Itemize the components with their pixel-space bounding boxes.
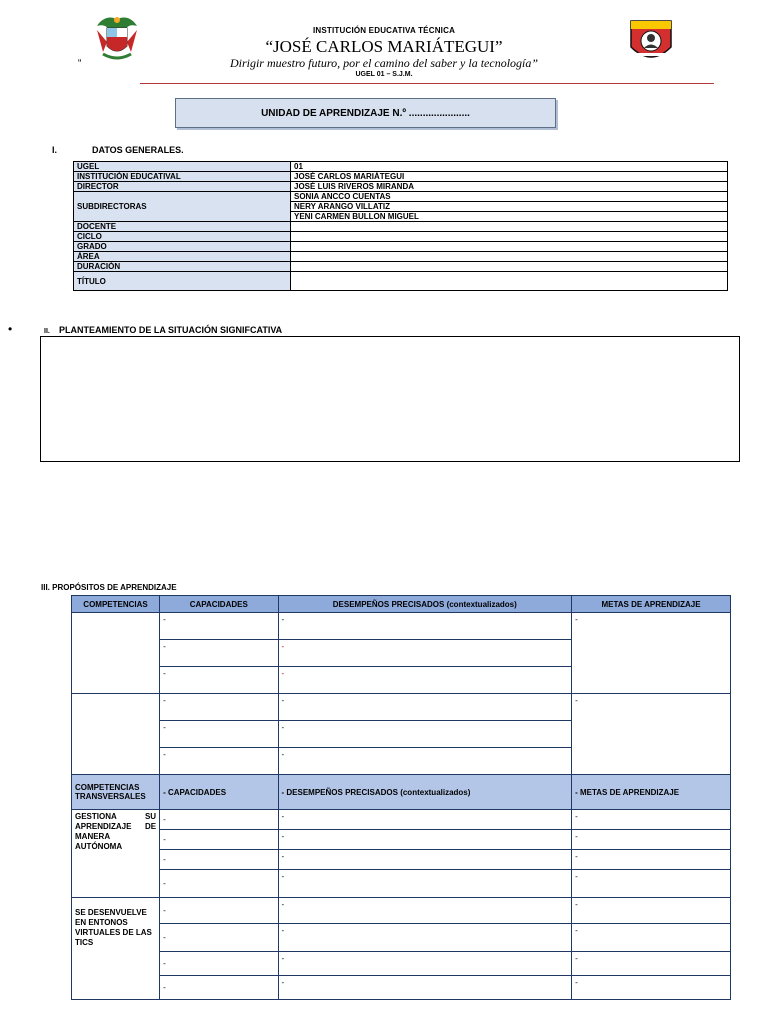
capacity-cell[interactable]: - <box>160 721 278 748</box>
header-desempenos: DESEMPEÑOS PRECISADOS (contextualizados) <box>278 596 572 613</box>
row-value <box>291 222 728 232</box>
header-transversal-desempenos: - DESEMPEÑOS PRECISADOS (contextualizados) <box>278 775 572 810</box>
school-motto: Dirigir muestro futuro, por el camino del saber y la tecnología” <box>229 56 539 70</box>
capacity-cell[interactable]: - <box>160 640 278 667</box>
capacity-cell[interactable]: - <box>160 830 278 850</box>
row-value: NERY ARANGO VILLATIZ <box>291 202 728 212</box>
table-row <box>74 162 728 172</box>
goal-cell[interactable]: - <box>572 924 731 952</box>
transversal-competency-cell: GESTIONA SU APRENDIZAJE DE MANERA AUTÓNOMA <box>72 810 160 898</box>
table-row <box>74 252 728 262</box>
row-key: CICLO <box>74 232 291 242</box>
goal-cell[interactable]: - <box>572 694 731 775</box>
performance-cell[interactable]: - <box>278 898 572 924</box>
performance-cell[interactable]: - <box>278 850 572 870</box>
row-key: ÁREA <box>74 252 291 262</box>
performance-cell[interactable]: - <box>278 952 572 976</box>
row-value: JOSÉ LUIS RIVEROS MIRANDA <box>291 182 728 192</box>
general-data-table <box>73 161 728 291</box>
table-row <box>74 272 728 291</box>
bullet-marker: • <box>8 322 13 336</box>
school-type: INSTITUCIÓN EDUCATIVA TÉCNICA <box>312 26 456 35</box>
row-key: DIRECTOR <box>74 182 291 192</box>
table-row <box>74 172 728 182</box>
capacity-cell[interactable]: - <box>160 613 278 640</box>
transversal-header-row <box>72 775 731 810</box>
capacity-cell[interactable]: - <box>160 810 278 830</box>
performance-cell[interactable]: - <box>278 667 572 694</box>
competency-cell[interactable] <box>72 694 160 775</box>
goal-cell[interactable]: - <box>572 850 731 870</box>
row-key: GRADO <box>74 242 291 252</box>
capacity-cell[interactable]: - <box>160 748 278 775</box>
table-row <box>72 613 731 640</box>
performance-cell[interactable]: - <box>278 976 572 1000</box>
capacity-cell[interactable]: - <box>160 952 278 976</box>
row-key: DOCENTE <box>74 222 291 232</box>
unit-title: UNIDAD DE APRENDIZAJE N.º ...................... <box>261 107 470 119</box>
row-value <box>291 232 728 242</box>
capacity-cell[interactable]: - <box>160 850 278 870</box>
table-row <box>72 898 731 924</box>
capacity-cell[interactable]: - <box>160 870 278 898</box>
goal-cell[interactable]: - <box>572 613 731 694</box>
performance-cell[interactable]: - <box>278 870 572 898</box>
row-value: SONIA ANCCO CUENTAS <box>291 192 728 202</box>
table-row <box>72 976 731 1000</box>
goal-cell[interactable]: - <box>572 898 731 924</box>
row-value <box>291 262 728 272</box>
goal-cell[interactable]: - <box>572 976 731 1000</box>
section1-number: I. <box>52 145 58 155</box>
transversal-competency-cell: SE DESENVUELVE EN ENTONOS VIRTUALES DE LAS TICS <box>72 898 160 1000</box>
section2-heading <box>44 325 282 335</box>
row-key: UGEL <box>74 162 291 172</box>
goal-cell[interactable]: - <box>572 830 731 850</box>
table-row <box>74 242 728 252</box>
row-value <box>291 252 728 262</box>
header-transversal-metas: - METAS DE APRENDIZAJE <box>572 775 731 810</box>
section2-title: PLANTEAMIENTO DE LA SITUACIÓN SIGNIFCATIVA <box>59 325 283 335</box>
header-rule <box>140 83 714 84</box>
performance-cell[interactable]: - <box>278 721 572 748</box>
table-row <box>74 182 728 192</box>
capacity-cell[interactable]: - <box>160 898 278 924</box>
header-transversal-competencias: COMPETENCIAS TRANSVERSALES <box>72 775 160 810</box>
table-row <box>74 232 728 242</box>
section1-title: DATOS GENERALES. <box>92 145 184 155</box>
row-value <box>291 272 728 291</box>
row-key: SUBDIRECTORAS <box>74 192 291 222</box>
section1-heading <box>52 145 184 155</box>
unit-title-box <box>175 98 556 128</box>
row-value: JOSÉ CARLOS MARIÁTEGUI <box>291 172 728 182</box>
section3-title: III. PROPÓSITOS DE APRENDIZAJE <box>41 583 177 592</box>
header-metas: METAS DE APRENDIZAJE <box>572 596 731 613</box>
purposes-table <box>71 595 731 1000</box>
header-transversal-capacidades: - CAPACIDADES <box>160 775 278 810</box>
section2-number: II. <box>44 328 50 335</box>
table-row <box>74 222 728 232</box>
table-row <box>72 924 731 952</box>
ugel-label: UGEL 01 – S.J.M. <box>355 71 413 78</box>
stray-quote: “ <box>78 58 82 69</box>
table-row <box>72 850 731 870</box>
school-name: “JOSÉ CARLOS MARIÁTEGUI” <box>265 37 503 56</box>
row-value: 01 <box>291 162 728 172</box>
row-value: YENI CARMEN BULLON MIGUEL <box>291 212 728 222</box>
performance-cell[interactable]: - <box>278 748 572 775</box>
performance-cell[interactable]: - <box>278 924 572 952</box>
capacity-cell[interactable]: - <box>160 924 278 952</box>
situation-textarea[interactable] <box>40 336 740 462</box>
row-key: TÍTULO <box>74 272 291 291</box>
goal-cell[interactable]: - <box>572 870 731 898</box>
performance-cell[interactable]: - <box>278 640 572 667</box>
goal-cell[interactable]: - <box>572 810 731 830</box>
table-row <box>72 870 731 898</box>
performance-cell[interactable]: - <box>278 810 572 830</box>
capacity-cell[interactable]: - <box>160 976 278 1000</box>
performance-cell[interactable]: - <box>278 830 572 850</box>
row-key: INSTITUCIÓN EDUCATIVAL <box>74 172 291 182</box>
table-row <box>72 694 731 721</box>
goal-cell[interactable]: - <box>572 952 731 976</box>
table-row <box>72 952 731 976</box>
competency-cell[interactable] <box>72 613 160 694</box>
table-row <box>74 262 728 272</box>
header-competencias: COMPETENCIAS <box>72 596 160 613</box>
row-key: DURACIÓN <box>74 262 291 272</box>
performance-cell[interactable]: - <box>278 694 572 721</box>
performance-cell[interactable]: - <box>278 613 572 640</box>
row-value <box>291 242 728 252</box>
capacity-cell[interactable]: - <box>160 667 278 694</box>
table-row <box>72 810 731 830</box>
capacity-cell[interactable]: - <box>160 694 278 721</box>
header-capacidades: CAPACIDADES <box>160 596 278 613</box>
table-row <box>72 830 731 850</box>
table-header-row <box>72 596 731 613</box>
table-row <box>74 192 728 202</box>
